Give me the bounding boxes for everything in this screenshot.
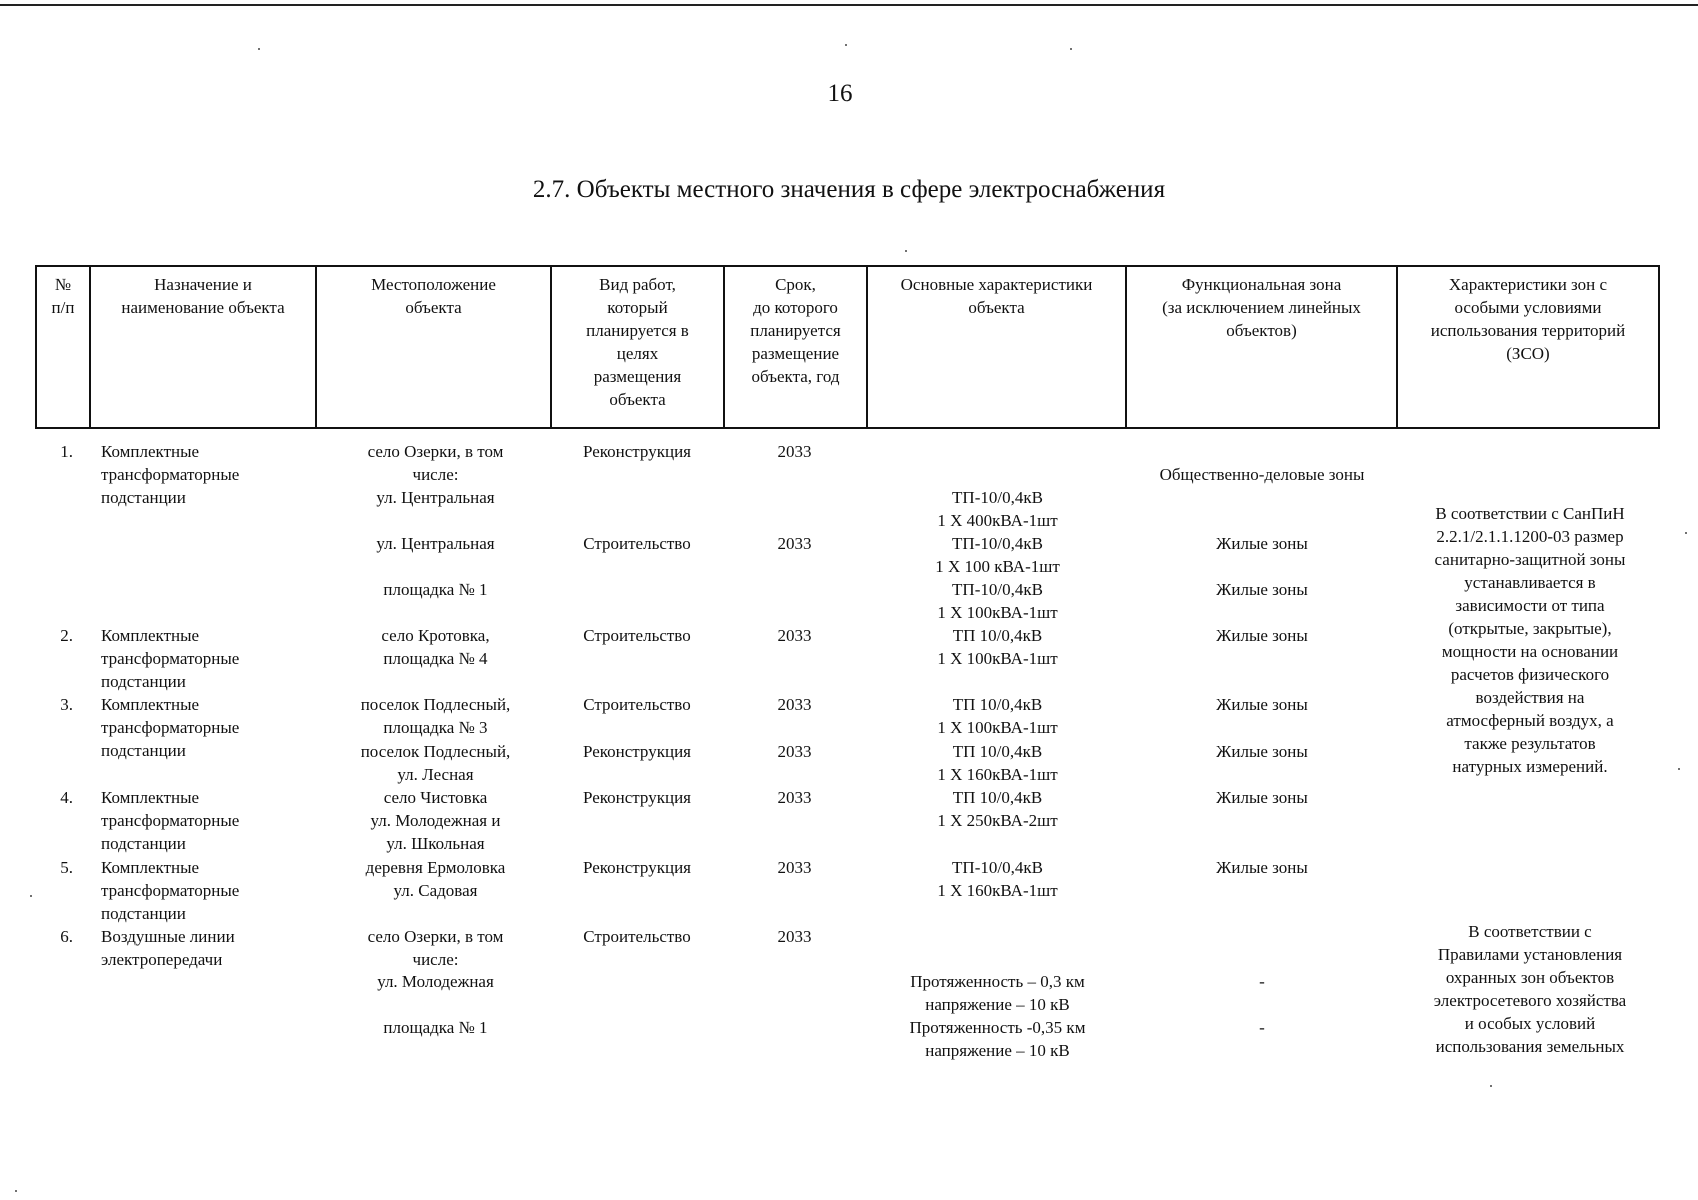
row-3-zone-cell: Жилые зоны <box>1216 580 1308 599</box>
row-9-work-cell: Строительство <box>583 927 691 946</box>
row-2-work-cell: Строительство <box>583 534 691 553</box>
header-year-text: Срок, до которого планируется размещение объекта, год <box>750 275 841 386</box>
header-num-text: № п/п <box>51 275 75 317</box>
row-8-chars-cell: ТП-10/0,4кВ 1 Х 160кВА-1шт <box>937 858 1058 900</box>
row-4-name-cell: Комплектные трансформаторные подстанции <box>101 626 240 691</box>
row-9-year-cell: 2033 <box>777 927 812 946</box>
row-2-zone-cell: Жилые зоны <box>1216 534 1308 553</box>
row-8-num-cell: 5. <box>60 858 73 877</box>
top-rule <box>0 4 1698 6</box>
row-3-loc-cell: площадка № 1 <box>383 580 488 599</box>
page-number: 16 <box>827 80 853 107</box>
scan-speck <box>15 1190 17 1192</box>
row-5-num-cell: 3. <box>60 695 73 714</box>
header-name-text: Назначение и наименование объекта <box>121 275 285 317</box>
scan-speck <box>1070 48 1072 50</box>
row-9-loc-cell: село Озерки, в том числе: <box>367 927 504 969</box>
row-1-work-cell: Реконструкция <box>582 442 691 461</box>
scan-speck <box>1678 768 1680 770</box>
row-1-loc-cell: село Озерки, в том числе: ул. Центральная <box>367 442 504 507</box>
row-11-chars-cell: Протяженность -0,35 км напряжение – 10 кВ <box>909 1018 1086 1060</box>
row-7-chars-cell: ТП 10/0,4кВ 1 Х 250кВА-2шт <box>937 788 1058 830</box>
zso-note-substations: В соответствии с СанПиН 2.2.1/2.1.1.1200-03 размер санитарно-защитной зоны устанавливается в зависимости от типа (открытые, закрытые), мощности на основании расчетов физического воздействия на атмосферный воздух, а также результатов натурных измерений. <box>1434 504 1626 776</box>
row-1-year-cell: 2033 <box>777 442 812 461</box>
header-location-text: Местоположение объекта <box>371 275 496 317</box>
scan-speck <box>1685 532 1687 534</box>
row-4-work-cell: Строительство <box>583 626 691 645</box>
row-4-year-cell: 2033 <box>777 626 812 645</box>
header-cell-zone <box>1127 267 1398 427</box>
header-cell-name <box>91 267 317 427</box>
row-10-zone-cell: - <box>1259 972 1265 991</box>
row-6-work-cell: Реконструкция <box>582 742 691 761</box>
row-5-zone-cell: Жилые зоны <box>1216 695 1308 714</box>
row-5-name-cell: Комплектные трансформаторные подстанции <box>101 695 240 760</box>
row-9-name-cell: Воздушные линии электропередачи <box>101 927 235 969</box>
row-3-chars-cell: ТП-10/0,4кВ 1 Х 100кВА-1шт <box>937 580 1058 622</box>
row-4-num-cell: 2. <box>60 626 73 645</box>
header-cell-year <box>725 267 868 427</box>
row-7-zone-cell: Жилые зоны <box>1216 788 1308 807</box>
row-1-name-cell: Комплектные трансформаторные подстанции <box>101 442 240 507</box>
row-10-chars-cell: Протяженность – 0,3 км напряжение – 10 кВ <box>910 972 1085 1014</box>
row-1-zone-cell: Общественно-деловые зоны <box>1159 465 1365 484</box>
scan-speck <box>258 48 260 50</box>
scan-speck <box>1490 1085 1492 1087</box>
row-8-work-cell: Реконструкция <box>582 858 691 877</box>
row-7-name-cell: Комплектные трансформаторные подстанции <box>101 788 240 853</box>
scan-speck <box>30 895 32 897</box>
row-7-loc-cell: село Чистовка ул. Молодежная и ул. Школьная <box>370 788 501 853</box>
row-6-loc-cell: поселок Подлесный, ул. Лесная <box>360 742 511 784</box>
section-title-text: 2.7. Объекты местного значения в сфере электроснабжения <box>532 176 1166 203</box>
header-cell-chars <box>868 267 1127 427</box>
row-8-zone-cell: Жилые зоны <box>1216 858 1308 877</box>
row-8-loc-cell: деревня Ермоловка ул. Садовая <box>365 858 506 900</box>
row-5-work-cell: Строительство <box>583 695 691 714</box>
zso-note-power-lines: В соответствии с Правилами установления охранных зон объектов электросетевого хозяйства и особых условий использования земельных <box>1433 922 1627 1056</box>
scan-speck <box>905 250 907 252</box>
row-8-year-cell: 2033 <box>777 858 812 877</box>
row-9-num-cell: 6. <box>60 927 73 946</box>
header-chars-text: Основные характеристики объекта <box>900 275 1093 317</box>
row-5-chars-cell: ТП 10/0,4кВ 1 Х 100кВА-1шт <box>937 695 1058 737</box>
row-4-chars-cell: ТП 10/0,4кВ 1 Х 100кВА-1шт <box>937 626 1058 668</box>
row-6-year-cell: 2033 <box>777 742 812 761</box>
row-4-zone-cell: Жилые зоны <box>1216 626 1308 645</box>
section-title <box>0 176 1698 204</box>
header-work-text: Вид работ, который планируется в целях размещения объекта <box>586 275 689 409</box>
row-8-name-cell: Комплектные трансформаторные подстанции <box>101 858 240 923</box>
table-header <box>35 265 1660 429</box>
header-zone-text: Функциональная зона (за исключением линейных объектов) <box>1162 275 1361 340</box>
row-7-year-cell: 2033 <box>777 788 812 807</box>
header-cell-location <box>317 267 552 427</box>
row-2-year-cell: 2033 <box>777 534 812 553</box>
row-11-loc-cell: площадка № 1 <box>383 1018 488 1037</box>
header-cell-work <box>552 267 725 427</box>
row-2-chars-cell: ТП-10/0,4кВ 1 Х 100 кВА-1шт <box>935 534 1060 576</box>
row-7-num-cell: 4. <box>60 788 73 807</box>
header-cell-num <box>37 267 91 427</box>
scan-speck <box>845 44 847 46</box>
row-5-loc-cell: поселок Подлесный, площадка № 3 <box>360 695 511 737</box>
row-1-chars-cell: ТП-10/0,4кВ 1 Х 400кВА-1шт <box>937 488 1058 530</box>
row-6-zone-cell: Жилые зоны <box>1216 742 1308 761</box>
header-zso-text: Характеристики зон с особыми условиями использования территорий (ЗСО) <box>1430 275 1626 363</box>
row-7-work-cell: Реконструкция <box>582 788 691 807</box>
row-1-num-cell: 1. <box>60 442 73 461</box>
row-11-zone-cell: - <box>1259 1018 1265 1037</box>
row-2-loc-cell: ул. Центральная <box>376 534 495 553</box>
header-cell-zso <box>1398 267 1658 427</box>
row-5-year-cell: 2033 <box>777 695 812 714</box>
row-6-chars-cell: ТП 10/0,4кВ 1 Х 160кВА-1шт <box>937 742 1058 784</box>
row-4-loc-cell: село Кротовка, площадка № 4 <box>381 626 490 668</box>
row-10-loc-cell: ул. Молодежная <box>377 972 494 991</box>
